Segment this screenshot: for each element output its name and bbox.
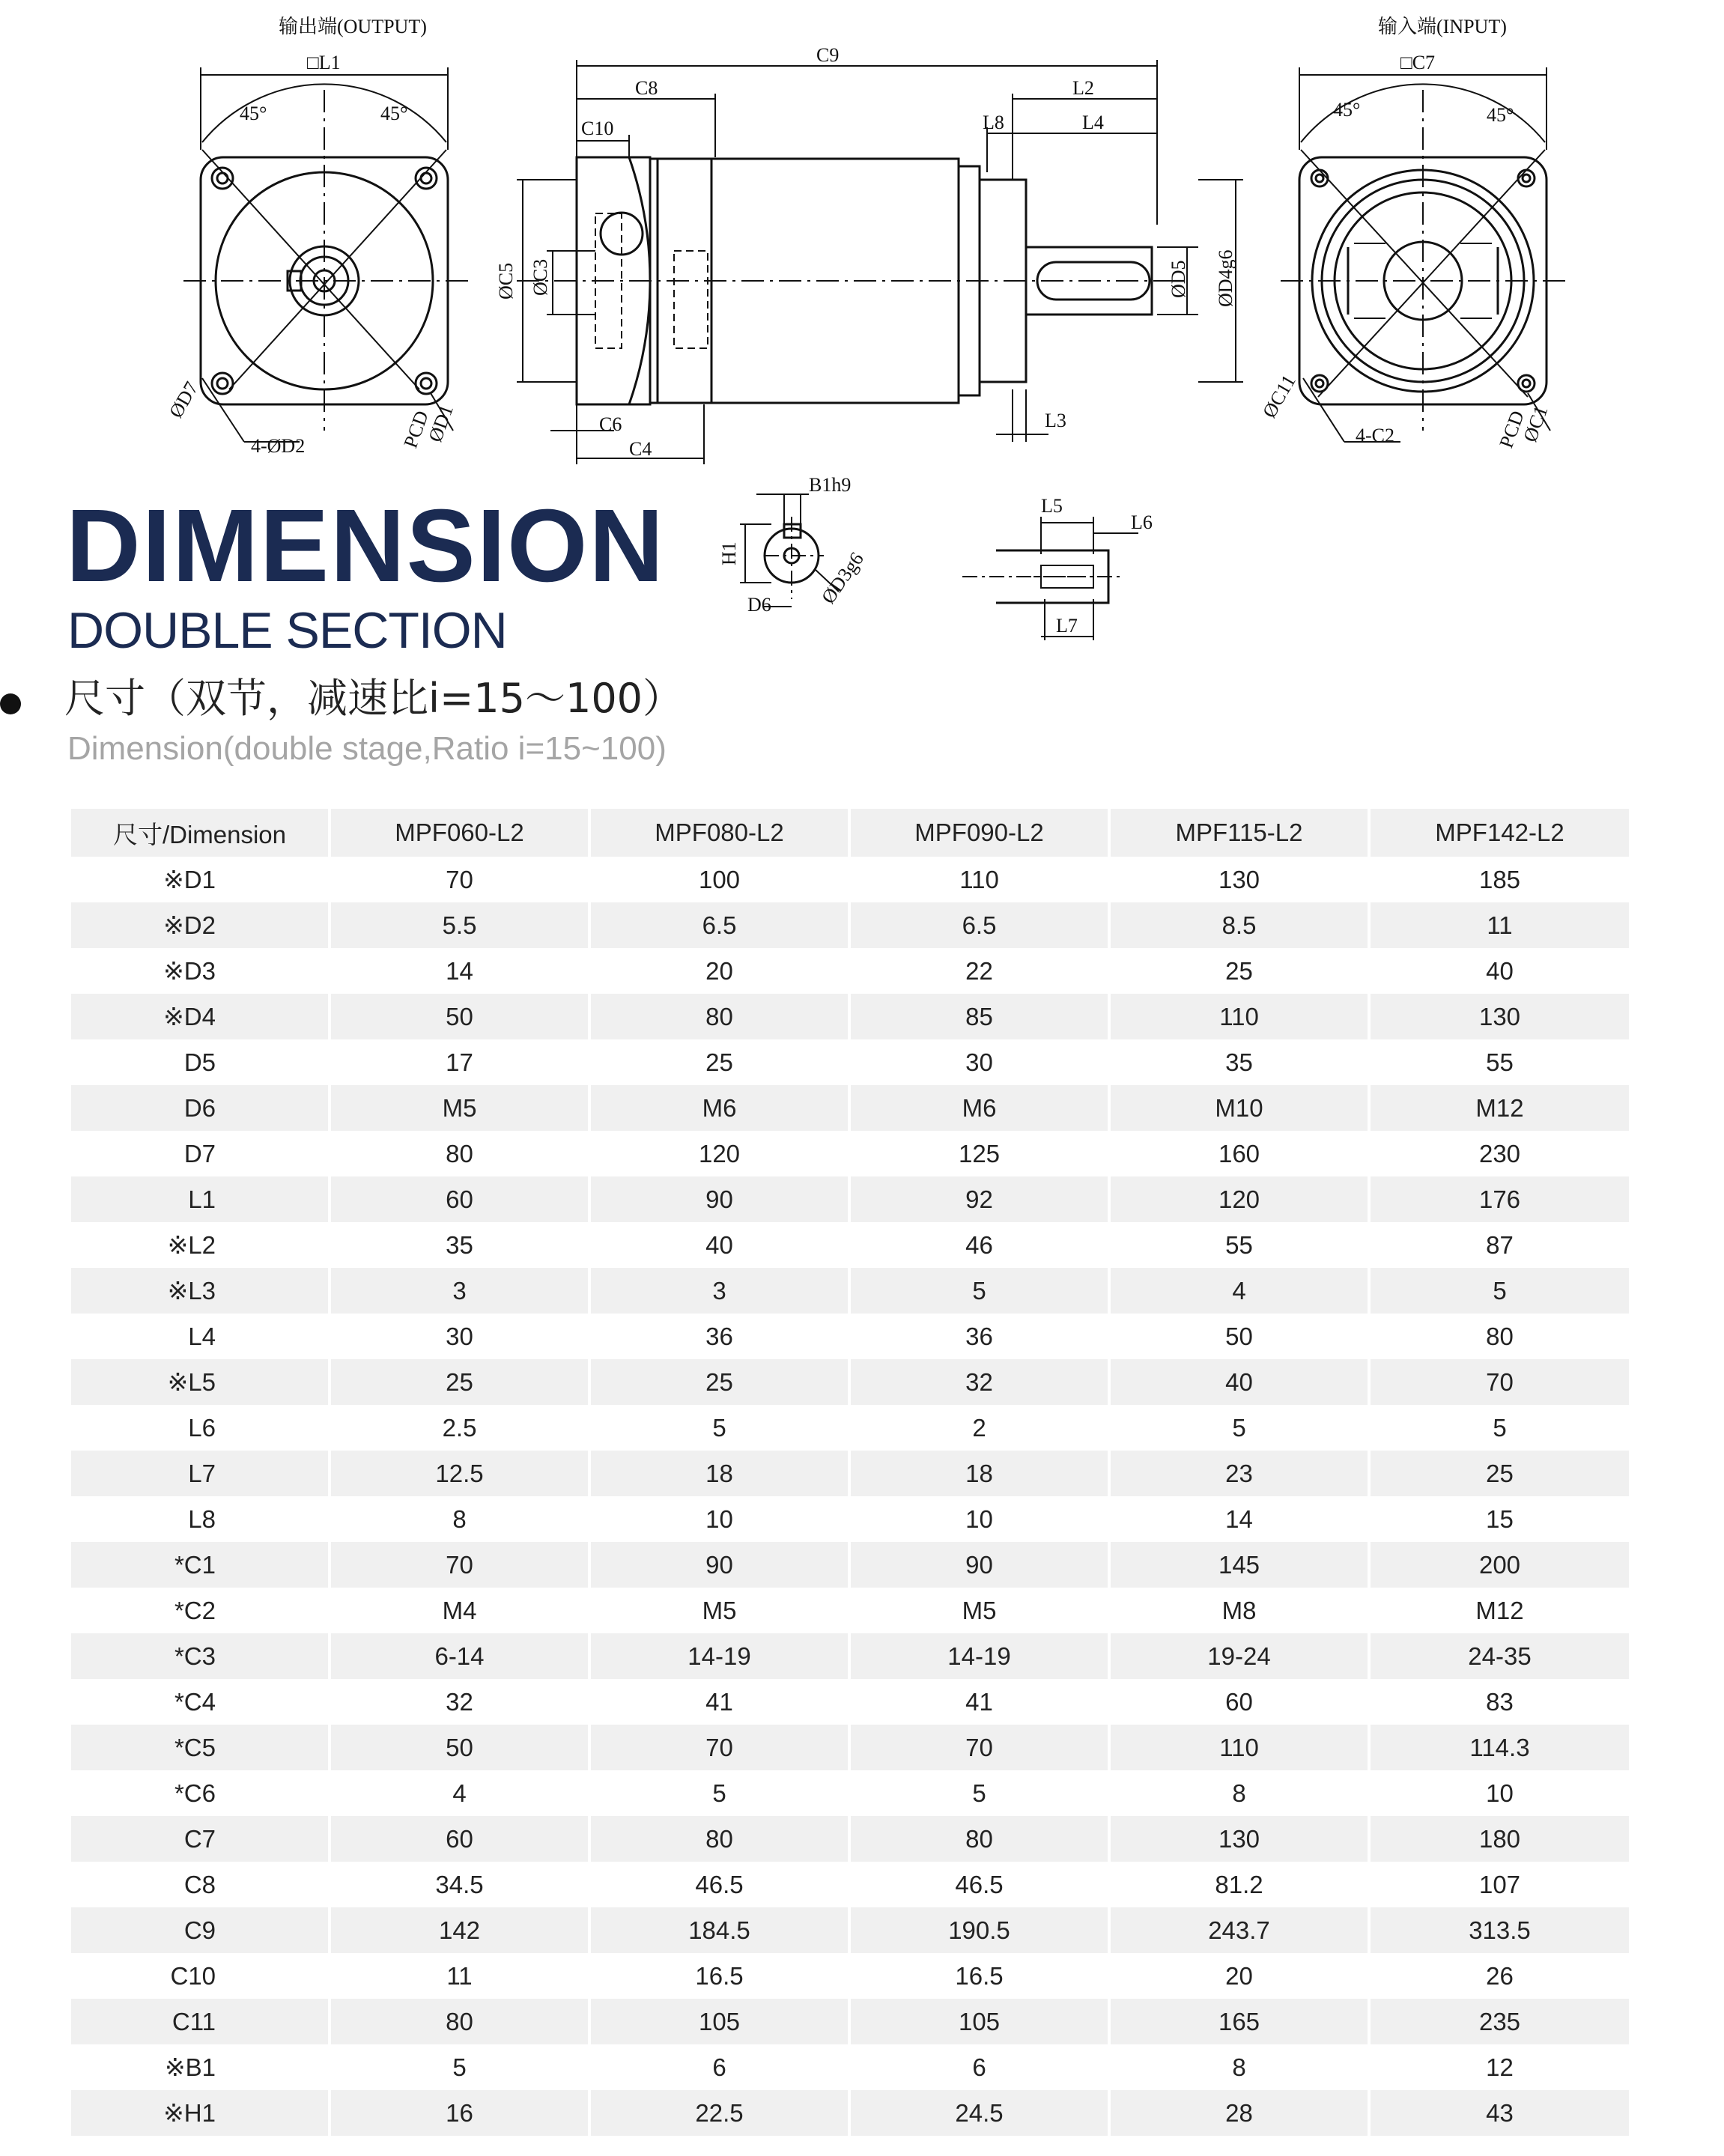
table-cell: 3 [330,1268,589,1314]
table-cell: 92 [849,1176,1109,1222]
table-cell: 6-14 [330,1633,589,1679]
table-cell: 8 [1109,1770,1369,1816]
table-cell: 14-19 [849,1633,1109,1679]
label-l4: L4 [1082,112,1104,133]
table-cell: 243.7 [1109,1907,1369,1953]
table-cell: 83 [1369,1679,1629,1725]
table-cell: 14-19 [589,1633,849,1679]
table-cell: 25 [1109,948,1369,994]
label-angle-left-out: 45° [240,103,267,124]
row-label: ※L3 [71,1268,330,1314]
label-d3: ØD3g6 [817,548,868,608]
table-row [71,1451,1629,1496]
table-row [71,1725,1629,1770]
table-row [71,1496,1629,1542]
label-c1: ØC1 [1519,402,1552,446]
table-row [71,948,1629,994]
table-cell: 5.5 [330,902,589,948]
table-cell: 5 [589,1405,849,1451]
table-cell: 105 [589,1999,849,2044]
table-row [71,1039,1629,1085]
column-header-model: MPF060-L2 [330,809,589,857]
column-header-model: MPF142-L2 [1369,809,1629,857]
row-label: *C2 [71,1588,330,1633]
table-cell: 8 [330,1496,589,1542]
table-row [71,1588,1629,1633]
table-cell: 176 [1369,1176,1629,1222]
table-cell: 200 [1369,1542,1629,1588]
table-cell: 32 [330,1679,589,1725]
label-d2: 4-ØD2 [251,435,306,457]
table-cell: 142 [330,1907,589,1953]
row-label: *C1 [71,1542,330,1588]
row-label: C11 [71,1999,330,2044]
table-cell: 50 [330,1725,589,1770]
page-title: DIMENSION [66,488,666,604]
row-label: L1 [71,1176,330,1222]
bullet-dot [0,693,21,714]
table-cell: 90 [589,1176,849,1222]
side-view [517,60,1243,464]
label-pcd-in: PCD [1495,407,1529,452]
table-cell: 50 [1109,1314,1369,1359]
table-cell: 6 [589,2044,849,2090]
table-cell: 165 [1109,1999,1369,2044]
label-l2: L2 [1072,77,1094,99]
table-cell: 5 [330,2044,589,2090]
table-cell: 80 [589,994,849,1039]
label-output-caption: 输出端(OUTPUT) [279,16,427,37]
label-c5: ØC5 [495,262,517,300]
table-cell: M12 [1369,1588,1629,1633]
table-row [71,1222,1629,1268]
table-cell: M12 [1369,1085,1629,1131]
row-label: L7 [71,1451,330,1496]
column-header-dimension: 尺寸/Dimension [71,809,330,857]
table-cell: 100 [589,857,849,902]
table-row [71,1131,1629,1176]
table-cell: 60 [330,1816,589,1862]
table-cell: 16.5 [849,1953,1109,1999]
label-c9: C9 [816,44,840,66]
label-d5: ØD5 [1168,260,1189,298]
table-row [71,1816,1629,1862]
table-cell: 43 [1369,2090,1629,2136]
table-header-row [71,809,1629,857]
table-row [71,1268,1629,1314]
table-row [71,1907,1629,1953]
row-label: ※L2 [71,1222,330,1268]
table-cell: M5 [589,1588,849,1633]
table-cell: 14 [1109,1496,1369,1542]
table-cell: 46.5 [589,1862,849,1907]
table-cell: 5 [849,1268,1109,1314]
table-cell: 25 [1369,1451,1629,1496]
table-cell: 6.5 [589,902,849,948]
table-cell: 120 [589,1131,849,1176]
table-cell: 90 [849,1542,1109,1588]
table-cell: 10 [849,1496,1109,1542]
table-cell: 18 [589,1451,849,1496]
section-heading-cn: 尺寸（双节，减速比i=15～100） [64,675,684,722]
table-cell: 87 [1369,1222,1629,1268]
label-c2: 4-C2 [1356,425,1394,446]
table-cell: 70 [589,1725,849,1770]
table-cell: M6 [849,1085,1109,1131]
column-header-model: MPF115-L2 [1109,809,1369,857]
table-cell: 313.5 [1369,1907,1629,1953]
table-row [71,1770,1629,1816]
table-cell: 24.5 [849,2090,1109,2136]
table-row [71,1542,1629,1588]
table-cell: 3 [589,1268,849,1314]
table-cell: 2 [849,1405,1109,1451]
table-row [71,1862,1629,1907]
table-cell: 80 [589,1816,849,1862]
table-cell: 41 [589,1679,849,1725]
table-cell: 55 [1369,1039,1629,1085]
table-cell: 10 [1369,1770,1629,1816]
table-cell: 110 [1109,1725,1369,1770]
table-cell: 160 [1109,1131,1369,1176]
label-b1: B1h9 [809,474,852,496]
row-label: ※D4 [71,994,330,1039]
table-cell: 81.2 [1109,1862,1369,1907]
table-row [71,1999,1629,2044]
row-label: C8 [71,1862,330,1907]
table-cell: 4 [330,1770,589,1816]
table-cell: 5 [1369,1268,1629,1314]
row-label: D6 [71,1085,330,1131]
row-label: L6 [71,1405,330,1451]
table-cell: 105 [849,1999,1109,2044]
row-label: ※D3 [71,948,330,994]
table-cell: 80 [1369,1314,1629,1359]
row-label: *C6 [71,1770,330,1816]
label-l8: L8 [983,112,1004,133]
table-cell: 50 [330,994,589,1039]
table-cell: 80 [330,1999,589,2044]
column-header-model: MPF090-L2 [849,809,1109,857]
label-pcd-out: PCD [399,407,433,452]
table-cell: 5 [1109,1405,1369,1451]
table-row [71,1085,1629,1131]
row-label: C10 [71,1953,330,1999]
table-cell: 70 [330,1542,589,1588]
table-cell: 30 [330,1314,589,1359]
table-cell: 36 [849,1314,1109,1359]
label-angle-right-out: 45° [380,103,408,124]
label-c10: C10 [581,118,614,139]
table-cell: 16 [330,2090,589,2136]
table-cell: 36 [589,1314,849,1359]
table-cell: 12 [1369,2044,1629,2090]
label-c11: ØC11 [1258,371,1300,422]
table-cell: 25 [589,1359,849,1405]
label-input-caption: 输入端(INPUT) [1378,16,1507,37]
table-cell: 70 [1369,1359,1629,1405]
table-cell: 22.5 [589,2090,849,2136]
table-cell: 184.5 [589,1907,849,1953]
label-angle-left-in: 45° [1333,99,1361,121]
table-row [71,1359,1629,1405]
row-label: C7 [71,1816,330,1862]
table-cell: 40 [1369,948,1629,994]
page-subtitle: DOUBLE SECTION [67,602,507,659]
table-cell: 40 [589,1222,849,1268]
input-end-view [1281,67,1565,442]
table-cell: 4 [1109,1268,1369,1314]
table-cell: M10 [1109,1085,1369,1131]
table-cell: 130 [1369,994,1629,1039]
row-label: C9 [71,1907,330,1953]
table-cell: 46 [849,1222,1109,1268]
table-cell: 107 [1369,1862,1629,1907]
table-cell: 6.5 [849,902,1109,948]
output-end-view [183,67,468,442]
table-cell: 8.5 [1109,902,1369,948]
table-cell: 35 [1109,1039,1369,1085]
row-label: L4 [71,1314,330,1359]
table-cell: 10 [589,1496,849,1542]
table-cell: 11 [330,1953,589,1999]
table-cell: 23 [1109,1451,1369,1496]
table-cell: 16.5 [589,1953,849,1999]
table-cell: 6 [849,2044,1109,2090]
table-row [71,2044,1629,2090]
table-cell: 85 [849,994,1109,1039]
table-row [71,1679,1629,1725]
dimension-table [71,809,1629,2136]
row-label: D5 [71,1039,330,1085]
label-angle-right-in: 45° [1487,104,1514,126]
label-c8: C8 [635,77,658,99]
table-row [71,1176,1629,1222]
row-label: *C3 [71,1633,330,1679]
table-cell: 34.5 [330,1862,589,1907]
table-cell: 11 [1369,902,1629,948]
table-cell: 18 [849,1451,1109,1496]
column-header-model: MPF080-L2 [589,809,849,857]
label-l6: L6 [1131,511,1153,533]
row-label: *C5 [71,1725,330,1770]
table-cell: 110 [1109,994,1369,1039]
row-label: D7 [71,1131,330,1176]
table-cell: 60 [1109,1679,1369,1725]
table-cell: 114.3 [1369,1725,1629,1770]
table-cell: 190.5 [849,1907,1109,1953]
table-cell: 70 [330,857,589,902]
table-row [71,994,1629,1039]
table-cell: 12.5 [330,1451,589,1496]
label-c6: C6 [599,413,622,435]
table-cell: 17 [330,1039,589,1085]
table-cell: 185 [1369,857,1629,902]
table-cell: 32 [849,1359,1109,1405]
table-cell: 80 [330,1131,589,1176]
table-cell: 80 [849,1816,1109,1862]
row-label: ※D2 [71,902,330,948]
table-cell: 5 [1369,1405,1629,1451]
label-l5: L5 [1041,495,1063,517]
label-c7: □C7 [1400,52,1436,73]
table-cell: 19-24 [1109,1633,1369,1679]
table-cell: M4 [330,1588,589,1633]
label-c4: C4 [629,438,652,460]
table-cell: 14 [330,948,589,994]
table-cell: 60 [330,1176,589,1222]
table-cell: M5 [849,1588,1109,1633]
table-body [71,857,1629,2136]
table-cell: 30 [849,1039,1109,1085]
table-cell: 28 [1109,2090,1369,2136]
table-cell: 40 [1109,1359,1369,1405]
label-d6: D6 [747,594,771,616]
label-l7: L7 [1056,615,1078,637]
table-cell: 2.5 [330,1405,589,1451]
table-cell: 5 [849,1770,1109,1816]
row-label: ※D1 [71,857,330,902]
table-cell: 41 [849,1679,1109,1725]
row-label: *C4 [71,1679,330,1725]
row-label: ※H1 [71,2090,330,2136]
table-cell: 145 [1109,1542,1369,1588]
table-cell: 20 [1109,1953,1369,1999]
label-d7: ØD7 [165,377,203,422]
table-cell: 25 [330,1359,589,1405]
shaft-end-section-view [962,517,1138,640]
table-cell: 22 [849,948,1109,994]
table-cell: 90 [589,1542,849,1588]
table-cell: 5 [589,1770,849,1816]
row-label: L8 [71,1496,330,1542]
table-cell: 25 [589,1039,849,1085]
table-cell: M6 [589,1085,849,1131]
label-l3: L3 [1045,410,1066,431]
table-cell: M5 [330,1085,589,1131]
table-cell: 180 [1369,1816,1629,1862]
table-row [71,857,1629,902]
table-cell: 46.5 [849,1862,1109,1907]
label-h1: H1 [718,541,740,565]
table-cell: 235 [1369,1999,1629,2044]
table-cell: 8 [1109,2044,1369,2090]
table-cell: 110 [849,857,1109,902]
row-label: ※B1 [71,2044,330,2090]
table-row [71,1314,1629,1359]
table-row [71,1405,1629,1451]
table-row [71,902,1629,948]
row-label: ※L5 [71,1359,330,1405]
section-heading-en: Dimension(double stage,Ratio i=15~100) [67,730,667,767]
table-cell: 26 [1369,1953,1629,1999]
table-cell: 15 [1369,1496,1629,1542]
label-d4: ØD4g6 [1215,249,1236,307]
table-cell: 55 [1109,1222,1369,1268]
table-cell: 130 [1109,857,1369,902]
table-cell: 35 [330,1222,589,1268]
table-cell: M8 [1109,1588,1369,1633]
table-cell: 24-35 [1369,1633,1629,1679]
table-row [71,1633,1629,1679]
label-c3: ØC3 [529,258,551,296]
table-cell: 130 [1109,1816,1369,1862]
table-cell: 125 [849,1131,1109,1176]
label-d1: ØD1 [424,401,458,446]
table-cell: 120 [1109,1176,1369,1222]
table-cell: 20 [589,948,849,994]
table-row [71,1953,1629,1999]
label-l1: □L1 [307,52,341,73]
table-row [71,2090,1629,2136]
table-cell: 230 [1369,1131,1629,1176]
table-cell: 70 [849,1725,1109,1770]
